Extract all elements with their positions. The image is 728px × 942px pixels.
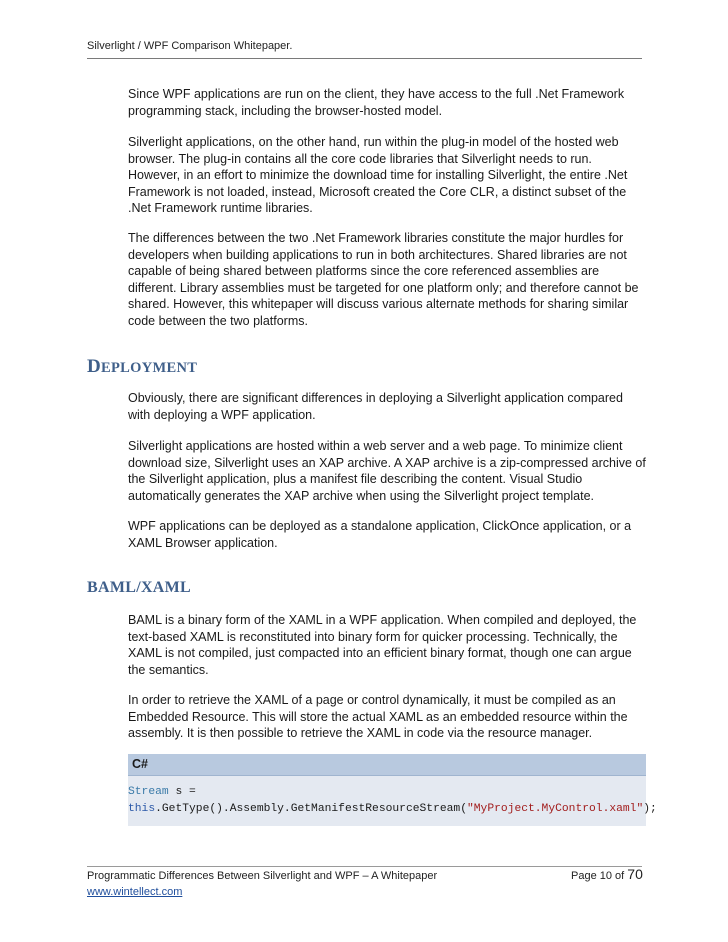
footer-title: Programmatic Differences Between Silverlight and WPF – A Whitepaper (87, 870, 438, 882)
code-body (128, 776, 657, 826)
code-line2-call: .GetType().Assembly.GetManifestResourceStream( (155, 803, 467, 815)
deployment-paragraph-2 (128, 438, 646, 504)
code-line-2 (128, 801, 657, 818)
deployment-heading (87, 356, 197, 378)
code-line-1 (128, 784, 646, 801)
deployment-heading-initial: D (87, 356, 102, 377)
header-divider (87, 58, 642, 59)
deployment-p2-text: Silverlight applications are hosted within a web server and a web page. To minimize client download size, Silverlight uses an XAP archive. A XAP archive is a zip-compressed archive of the Silverlight application, plus a manifest file describing the content. Visual Studio automatically generates the XAP archive when using the Silverlight project template. (128, 439, 646, 503)
running-header: Silverlight / WPF Comparison Whitepaper. (87, 40, 293, 52)
intro-p2-text: Silverlight applications, on the other hand, run within the plug-in model of the hosted web browser. The plug-in contains all the core code libraries that Silverlight needs to run. However, in an effort to minimize the download time for installing Silverlight, the entire .Net Framework is not loaded, instead, Microsoft created the Core CLR, a distinct subset of the .Net Framework runtime libraries. (128, 135, 628, 216)
baml-p1-text: BAML is a binary form of the XAML in a WPF application. When compiled and deployed, the text-based XAML is reconstituted into binary form for quicker processing. Technically, the XAML is not compiled, just compacted into an efficient binary format, though one can argue the semantics. (128, 613, 637, 677)
code-line2-end: ); (643, 803, 657, 815)
code-keyword-token: this (128, 803, 156, 815)
page-number-prefix: Page 10 of (571, 870, 628, 882)
intro-paragraph-2 (128, 134, 646, 217)
deployment-p1-text: Obviously, there are significant differences in deploying a Silverlight application compared with deploying a WPF application. (128, 391, 623, 422)
deployment-p3-text: WPF applications can be deployed as a standalone application, ClickOnce application, or a XAML Browser application. (128, 519, 632, 550)
baml-paragraph-1 (128, 612, 646, 678)
code-sample (128, 754, 657, 826)
intro-paragraph-3 (128, 230, 646, 330)
page-number (571, 866, 643, 882)
code-string-token: "MyProject.MyControl.xaml" (466, 803, 644, 815)
baml-heading: BAML/XAML (87, 579, 192, 596)
code-type-token: Stream (128, 786, 169, 798)
footer-divider (87, 866, 642, 867)
page-total: 70 (627, 866, 643, 882)
baml-p2-text: In order to retrieve the XAML of a page or control dynamically, it must be compiled as an Embedded Resource. This will store the actual XAML as an embedded resource within the assembly. It is then possible to retrieve the XAML in code via the resource manager. (128, 693, 628, 741)
code-language-label: C# (128, 754, 646, 776)
deployment-paragraph-3 (128, 518, 646, 551)
code-line1-rest: s = (168, 786, 196, 798)
intro-p1-text: Since WPF applications are run on the client, they have access to the full .Net Framework programming stack, including the browser-hosted model. (128, 87, 625, 118)
website-link[interactable]: www.wintellect.com (87, 886, 183, 898)
baml-paragraph-2 (128, 692, 646, 742)
deployment-paragraph-1 (128, 390, 646, 423)
deployment-heading-rest: EPLOYMENT (101, 360, 198, 376)
intro-paragraph-1 (128, 86, 646, 119)
intro-p3-text: The differences between the two .Net Framework libraries constitute the major hurdles for developers when building applications to run in both architectures. Shared libraries are not capable of being shared between platforms since the core referenced assemblies are different. Library assemblies must be targeted for one platform only; and therefore cannot be shared. However, this whitepaper will discuss various alternate methods for sharing similar code between the two platforms. (128, 231, 639, 328)
